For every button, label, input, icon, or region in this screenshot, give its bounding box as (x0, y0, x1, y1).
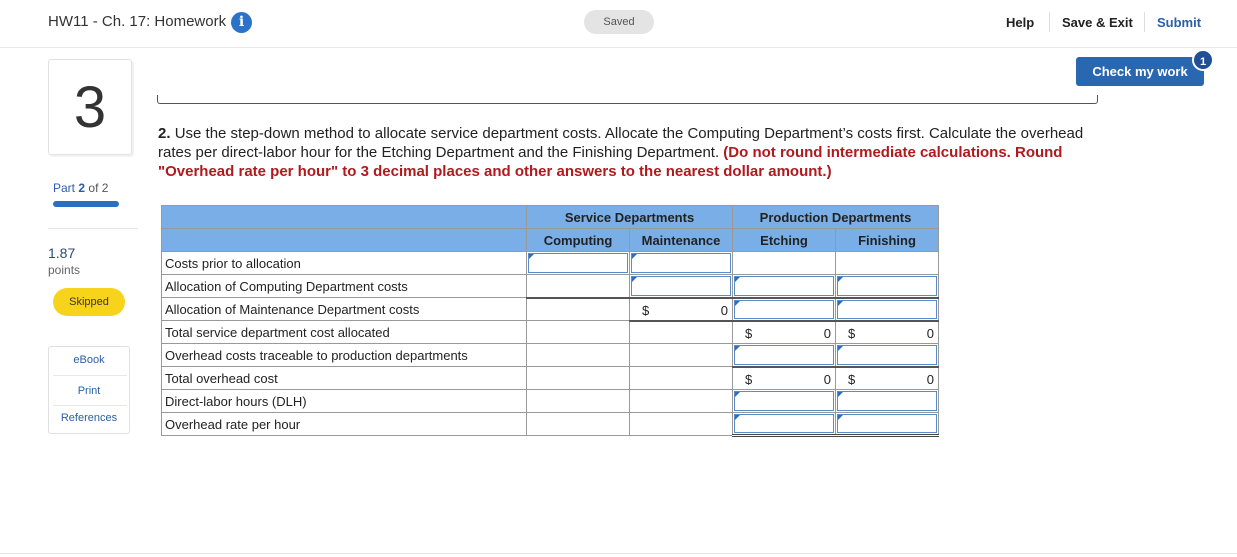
empty-cell (527, 321, 630, 344)
divider (1049, 12, 1050, 32)
dlh-etching-input[interactable] (734, 391, 834, 411)
empty-cell (630, 367, 733, 390)
empty-cell (836, 252, 939, 275)
blank-header (162, 229, 527, 252)
computing-alloc-etching-input[interactable] (734, 276, 834, 296)
footer-divider (0, 553, 1237, 554)
help-link[interactable]: Help (1006, 15, 1035, 30)
part-of: of 2 (88, 181, 109, 195)
question-number: 3 (73, 75, 107, 140)
dlh-finishing-input[interactable] (837, 391, 937, 411)
check-count-badge: 1 (1192, 49, 1214, 71)
rate-etching-input[interactable] (734, 414, 834, 433)
maintenance-alloc-value (630, 299, 732, 320)
assignment-title: HW11 - Ch. 17: Homework (48, 13, 227, 30)
references-link[interactable]: References (60, 412, 118, 424)
amount: 0 (823, 371, 831, 387)
question-number-card (48, 59, 132, 155)
row-label: Total service department cost allocated (162, 321, 527, 344)
empty-cell (527, 390, 630, 413)
ebook-link[interactable]: eBook (73, 354, 105, 366)
question-emphasis: (Do not round intermediate calculations. Round "Overhead rate per hour" to 3 decimal places and other answers to the nearest dollar amount.) (158, 144, 1063, 180)
blank-header (162, 206, 527, 229)
total-service-finishing (836, 322, 938, 344)
row-label: Costs prior to allocation (162, 252, 527, 275)
row-label: Allocation of Maintenance Department costs (162, 298, 527, 321)
question-instructions (158, 124, 1088, 181)
total-overhead-etching (733, 368, 835, 390)
maintenance-header: Maintenance (630, 229, 733, 252)
row-label: Overhead rate per hour (162, 413, 527, 436)
computing-alloc-finishing-input[interactable] (837, 276, 937, 296)
divider (53, 375, 127, 376)
empty-cell (527, 367, 630, 390)
currency-symbol: $ (848, 371, 856, 387)
part-word: Part (53, 181, 76, 195)
total-service-etching (733, 322, 835, 344)
submit-link[interactable]: Submit (1157, 15, 1202, 30)
empty-cell (630, 321, 733, 344)
divider (1144, 12, 1145, 32)
traceable-etching-input[interactable] (734, 345, 834, 365)
traceable-finishing-input[interactable] (837, 345, 937, 365)
empty-cell (733, 252, 836, 275)
computing-costs-input[interactable] (528, 253, 628, 273)
table-row (162, 252, 939, 275)
empty-cell (527, 344, 630, 367)
status-badge: Skipped (53, 288, 125, 316)
amount: 0 (926, 371, 934, 387)
rail-divider (48, 228, 138, 229)
row-label: Direct-labor hours (DLH) (162, 390, 527, 413)
total-overhead-finishing (836, 368, 938, 390)
finishing-header: Finishing (836, 229, 939, 252)
amount: 0 (926, 325, 934, 341)
maintenance-alloc-etching-input[interactable] (734, 300, 834, 319)
maintenance-alloc-finishing-input[interactable] (837, 300, 937, 319)
step-down-allocation-table (161, 205, 939, 437)
row-label: Total overhead cost (162, 367, 527, 390)
top-bar (0, 0, 1237, 48)
empty-cell (527, 298, 630, 321)
table-row (162, 344, 939, 367)
saved-status: Saved (584, 10, 654, 34)
amount: 0 (720, 302, 728, 318)
table-row (162, 275, 939, 298)
table-row (162, 321, 939, 344)
table-row (162, 367, 939, 390)
empty-cell (630, 413, 733, 436)
rate-finishing-input[interactable] (837, 414, 937, 433)
row-label: Allocation of Computing Department costs (162, 275, 527, 298)
table-row (162, 390, 939, 413)
print-link[interactable]: Print (77, 385, 101, 397)
currency-symbol: $ (848, 325, 856, 341)
production-departments-header: Production Departments (733, 206, 939, 229)
save-exit-link[interactable]: Save & Exit (1062, 15, 1133, 30)
part-bracket (157, 95, 1098, 104)
points-label: points (48, 263, 81, 277)
table-row (162, 413, 939, 436)
table-row (162, 298, 939, 321)
computing-alloc-maintenance-input[interactable] (631, 276, 731, 296)
row-label: Overhead costs traceable to production departments (162, 344, 527, 367)
computing-header: Computing (527, 229, 630, 252)
currency-symbol: $ (745, 325, 753, 341)
resources-box (48, 346, 130, 434)
empty-cell (630, 390, 733, 413)
currency-symbol: $ (745, 371, 753, 387)
divider (53, 405, 127, 406)
etching-header: Etching (733, 229, 836, 252)
part-indicator (53, 181, 108, 195)
service-departments-header: Service Departments (527, 206, 733, 229)
currency-symbol: $ (642, 302, 650, 318)
check-my-work-button[interactable]: Check my work (1076, 57, 1204, 86)
info-icon[interactable]: i (231, 12, 252, 33)
empty-cell (527, 413, 630, 436)
part-progress-bar (53, 201, 119, 207)
empty-cell (527, 275, 630, 298)
points-value: 1.87 (48, 245, 76, 261)
part-current: 2 (78, 181, 86, 195)
empty-cell (630, 344, 733, 367)
maintenance-costs-input[interactable] (631, 253, 731, 273)
question-text: Use the step-down method to allocate service department costs. Allocate the Computing Department’s costs first. Calculate the overhead rates per direct-labor hour for the Etching Department and the Finishing Department. (158, 125, 1084, 161)
question-part-number: 2. (158, 125, 171, 142)
amount: 0 (823, 325, 831, 341)
